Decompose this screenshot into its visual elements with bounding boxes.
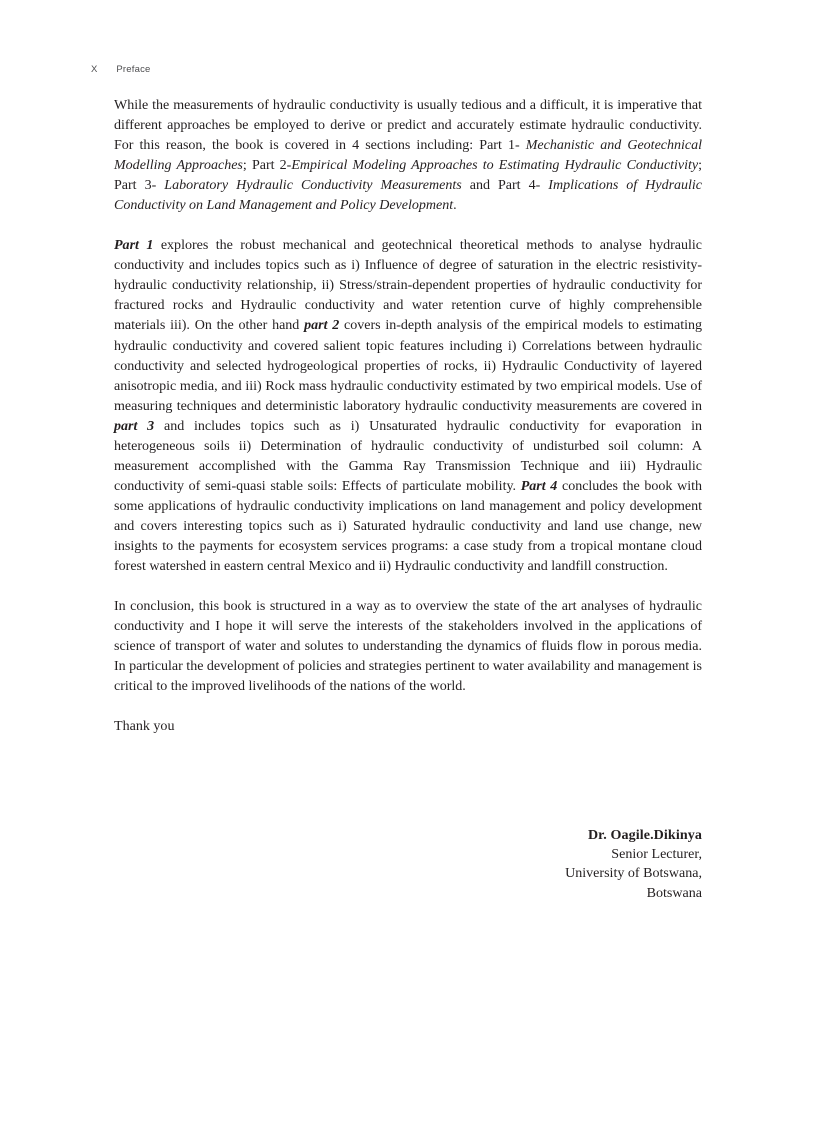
text-run-regular-3: covers in-depth analysis of the empirical models to estimating hydraulic conductivity and covered salient topic features including i) Correlations between hydraulic conductivity and selected hydrogeological properties of rocks, ii) Hydraulic Conductivity of layered anisotropic media, and iii) Rock mass hydraulic conductivity estimated by two empirical models. Use of measuring techniques and deterministic laboratory hydraulic conductivity measurements are covered in: [114, 317, 702, 414]
text-run-bold-italic-6: Part 4: [520, 477, 558, 494]
text-run-italic-5: Laboratory Hydraulic Conductivity Measurements: [164, 177, 462, 194]
text-run-bold-italic-4: part 3: [114, 417, 155, 434]
running-head: [91, 64, 151, 75]
paragraph-parts-overview: [114, 235, 702, 576]
text-run-regular-0: In conclusion, this book is structured in a way as to overview the state of the art analyses of hydraulic conductivity and I hope it will serve the interests of the stakeholders involved in the applications of science of transport of water and solutes to understanding the dynamics of fluids flow in porous media. In particular the development of policies and strategies pertinent to water availability and management is critical to the improved livelihoods of the nations of the world.: [114, 598, 702, 695]
text-run-regular-1: explores the robust mechanical and geotechnical theoretical methods to analyse hydraulic conductivity and includes topics such as i) Influence of degree of saturation in the electric resistivity-hydraulic conductivity relationship, ii) Stress/strain-dependent properties of hydraulic conductivity for fractured rocks and Hydraulic conductivity and water retention curve of highly comprehensible materials iii). On the other hand: [114, 237, 703, 334]
paragraph-conclusion: [114, 596, 702, 696]
signature-affiliation: University of Botswana,: [565, 865, 702, 882]
text-run-regular-5: and includes topics such as i) Unsaturated hydraulic conductivity for evaporation in heterogeneous soils ii) Determination of hydraulic conductivity of undisturbed soil column: A measurement accomplished with the Gamma Ray Transmission Technique and iii) Hydraulic conductivity of semi-quasi stable soils: Effects of particulate mobility.: [114, 417, 702, 494]
text-run-regular-4: ; Part 3-: [114, 157, 703, 194]
text-run-italic-3: Empirical Modeling Approaches to Estimating Hydraulic Conductivity: [291, 157, 699, 174]
text-run-bold-italic-2: part 2: [304, 317, 340, 334]
text-run-italic-7: Implications of Hydraulic Conductivity on Land Management and Policy Development: [114, 177, 703, 214]
text-run-regular-6: and Part 4-: [461, 177, 549, 194]
signature-name: Dr. Oagile.Dikinya: [587, 827, 702, 843]
running-head-section-title: Preface: [116, 64, 151, 75]
text-run-italic-1: Mechanistic and Geotechnical Modelling Approaches: [114, 137, 702, 174]
text-run-regular-8: .: [453, 197, 457, 214]
signature-title: Senior Lecturer,: [611, 846, 702, 863]
body-text-column: [114, 95, 702, 736]
text-run-regular-0: While the measurements of hydraulic conductivity is usually tedious and a difficult, it is imperative that different approaches be employed to derive or predict and accurately estimate hydraulic conductivity. For this reason, the book is covered in 4 sections including: Part 1-: [114, 97, 702, 154]
paragraph-intro: [114, 95, 702, 215]
closing-line: Thank you: [114, 718, 175, 735]
signature-country: Botswana: [646, 884, 702, 901]
signature-block: [114, 826, 702, 903]
text-run-regular-7: concludes the book with some applications of hydraulic conductivity implications on land management and policy development and covers interesting topics such as i) Saturated hydraulic conductivity and land use change, new insights to the payments for ecosystem services programs: a case study from a tropical montane cloud forest watershed in eastern central Mexico and ii) Hydraulic conductivity and landfill construction.: [114, 477, 702, 575]
text-run-bold-italic-0: Part 1: [114, 237, 154, 254]
page-folio-number: X: [91, 64, 98, 75]
text-run-regular-2: ; Part 2-: [242, 157, 292, 174]
